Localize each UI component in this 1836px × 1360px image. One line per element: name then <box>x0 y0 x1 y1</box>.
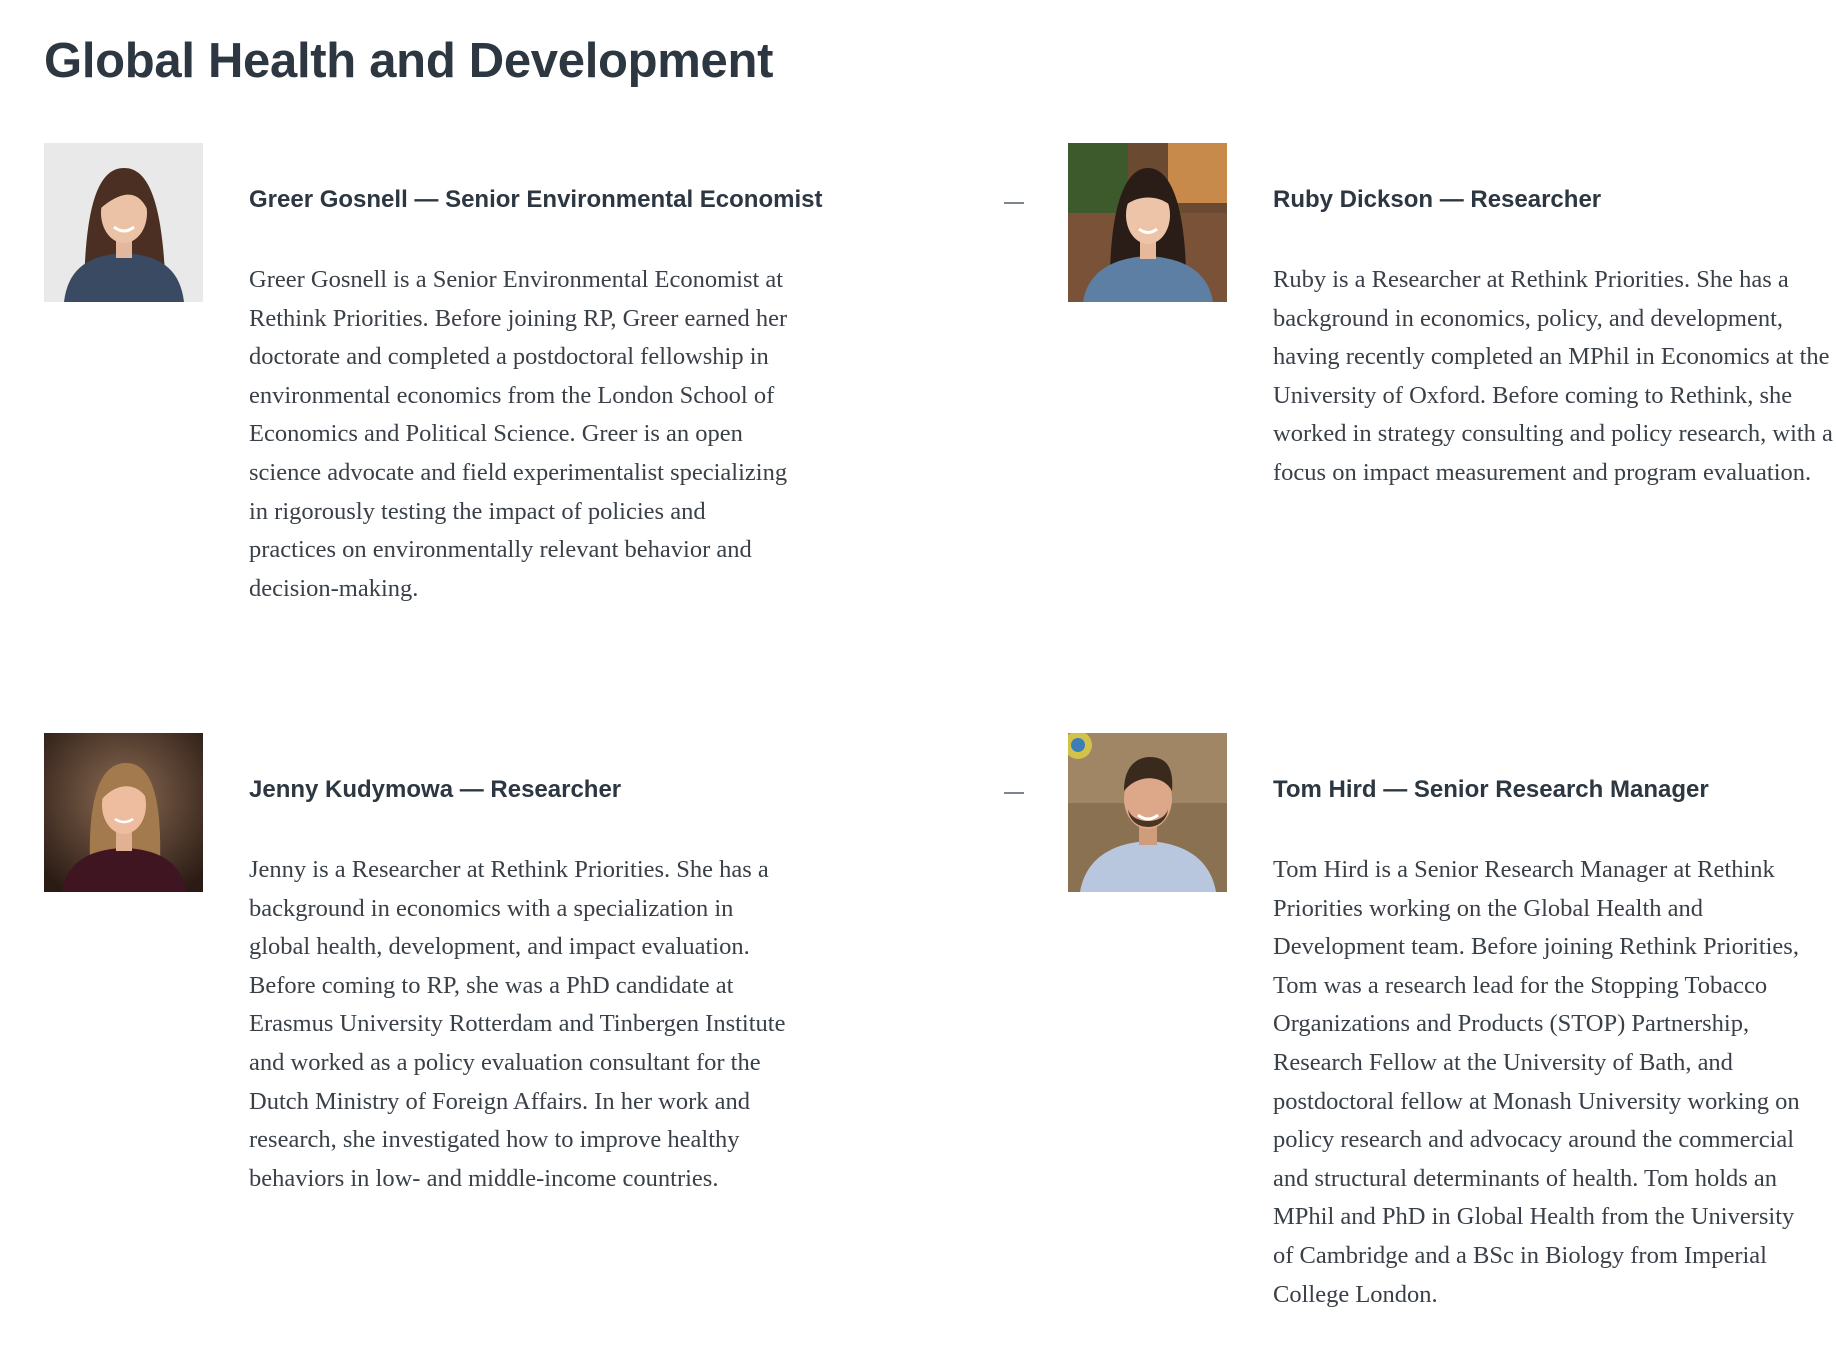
collapse-toggle-icon[interactable] <box>1004 792 1024 794</box>
portrait-photo <box>44 733 203 892</box>
portrait-photo <box>1068 733 1227 892</box>
collapse-toggle-icon[interactable] <box>1004 202 1024 204</box>
member-name-title: Jenny Kudymowa — Researcher <box>249 776 622 803</box>
portrait-photo <box>44 143 203 302</box>
member-bio: Greer Gosnell is a Senior Environmental Economist at Rethink Priorities. Before joining RP, Greer earned her doctorate and completed a postdoctoral fellowship in environmental economics from the London School of Economics and Political Science. Greer is an open science advocate and field experimentalist specializing in rigorously testing the impact of policies and practices on environmentally relevant behavior and decision-making. <box>249 266 788 602</box>
member-bio: Tom Hird is a Senior Research Manager at Rethink Priorities working on the Global Health and Development team. Before joining Rethink Priorities, Tom was a research lead for the Stopping Tobacco Organizations and Products (STOP) Partnership, Research Fellow at the University of Bath, and postdoctoral fellow at Monash University working on policy research and advocacy around the commercial and structural determinants of health. Tom holds an MPhil and PhD in Global Health from the University of Cambridge and a BSc in Biology from Imperial College London. <box>1273 856 1800 1308</box>
section-title: Global Health and Development <box>44 34 774 88</box>
member-name-title: Ruby Dickson — Researcher <box>1273 186 1602 213</box>
member-bio: Ruby is a Researcher at Rethink Priorities. She has a background in economics, policy, and development, having recently completed an MPhil in Economics at the University of Oxford. Before coming to Rethink, she worked in strategy consulting and policy research, with a focus on impact measurement and program evaluation. <box>1273 266 1833 486</box>
portrait-photo <box>1068 143 1227 302</box>
member-name-title: Greer Gosnell — Senior Environmental Economist <box>249 186 823 213</box>
member-name-title: Tom Hird — Senior Research Manager <box>1273 776 1709 803</box>
member-bio: Jenny is a Researcher at Rethink Priorities. She has a background in economics with a specialization in global health, development, and impact evaluation. Before coming to RP, she was a PhD candidate at Erasmus University Rotterdam and Tinbergen Institute and worked as a policy evaluation consultant for the Dutch Ministry of Foreign Affairs. In her work and research, she investigated how to improve healthy behaviors in low- and middle-income countries. <box>249 856 786 1192</box>
